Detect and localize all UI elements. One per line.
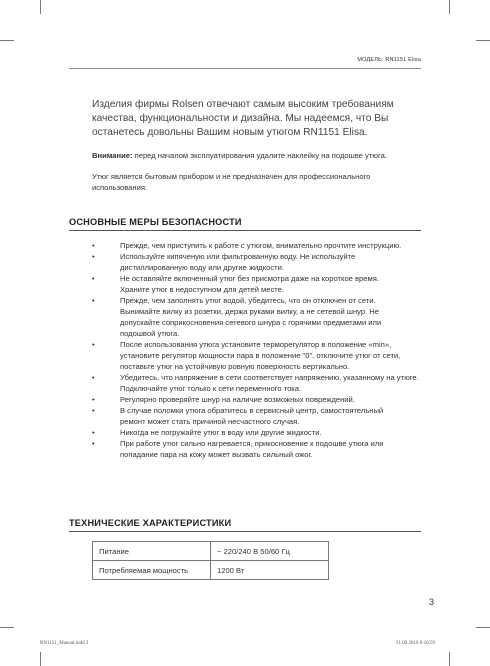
specs-title: ТЕХНИЧЕСКИЕ ХАРАКТЕРИСТИКИ: [69, 518, 232, 528]
list-item: • Регулярно проверяйте шнур на наличие возможных повреждений.: [92, 395, 355, 404]
footer-timestamp: 21.09.2010 0:10:59: [396, 641, 436, 646]
list-item: • Убедитесь, что напряжение в сети соответствует напряжению, указанному на утюге. Подключайте утюг только к сети переменного тока.: [92, 373, 419, 393]
list-item: • В случае поломки утюга обратитесь в сервисный центр, самостоятельный ремонт может стать причиной несчастного случая.: [92, 406, 384, 426]
safety-list: [92, 240, 426, 460]
crop-mark: [449, 652, 450, 666]
list-item: • При работе утюг сильно нагревается, прикосновение к подошве утюга или попадание пара на кожу может вызвать сильный ожог.: [92, 439, 384, 459]
crop-mark: [40, 652, 41, 666]
safety-rule: [69, 230, 421, 231]
table-row: [93, 542, 329, 561]
list-item: • Не оставляйте включенный утюг без присмотра даже на короткое время. Храните утюг в недоступном для детей месте.: [92, 274, 379, 294]
header-rule: [69, 68, 421, 69]
list-item: • Прежде, чем заполнять утюг водой, убедитесь, что он отключен от сети. Вынимайте вилку из розетки, держа руками вилку, а не сетевой шнур. Не допускайте соприкосновения сетевого шнура с горячими предметами или подошвой утюга.: [92, 296, 382, 338]
crop-mark: [0, 627, 14, 628]
household-paragraph: Утюг является бытовым прибором и не предназначен для профессионального использования.: [92, 172, 371, 192]
notice-text: перед началом эксплуатирования удалите наклейку на подошве утюга.: [132, 151, 387, 160]
safety-title: ОСНОВНЫЕ МЕРЫ БЕЗОПАСНОСТИ: [69, 217, 242, 227]
footer-file: RN1151_Manual.indd 3: [40, 641, 89, 646]
list-item: • Прежде, чем приступить к работе с утюгом, внимательно прочтите инструкцию.: [92, 241, 402, 250]
crop-mark: [476, 40, 490, 41]
list-item: • Используйте кипяченую или фильтрованную воду. Не используйте дистиллированную воду или другие жидкости.: [92, 252, 356, 272]
specs-table: [92, 541, 329, 580]
intro-paragraph: Изделия фирмы Rolsen отвечают самым высоким требованиям качества, функциональности и дизайна. Мы надеемся, что Вы останетесь довольны Вашим новым утюгом RN1151 Elisa.: [92, 99, 394, 138]
list-item: • Никогда не погружайте утюг в воду или другие жидкости.: [92, 428, 322, 437]
crop-mark: [0, 40, 14, 41]
list-item: • После использования утюга установите терморегулятор в положение «min», установите регулятор мощности пара в положение "0", отключите утюг от сети, поставьте утюг на устойчивую ровную поверхность вертикально.: [92, 340, 401, 371]
crop-mark: [476, 627, 490, 628]
specs-rule: [69, 531, 421, 532]
spec-value: 1200 Вт: [211, 561, 329, 580]
model-header: МОДЕЛЬ: RN1151 Elisa: [357, 57, 421, 63]
crop-mark: [449, 0, 450, 14]
page-number: 3: [429, 597, 435, 607]
crop-mark: [40, 0, 41, 14]
spec-value: ~ 220/240 В 50/60 Гц: [211, 542, 329, 561]
spec-label: Потребляемая мощность: [93, 561, 211, 580]
spec-label: Питание: [93, 542, 211, 561]
notice-paragraph: [92, 150, 422, 161]
table-row: [93, 561, 329, 580]
notice-label: Внимание:: [92, 151, 133, 160]
